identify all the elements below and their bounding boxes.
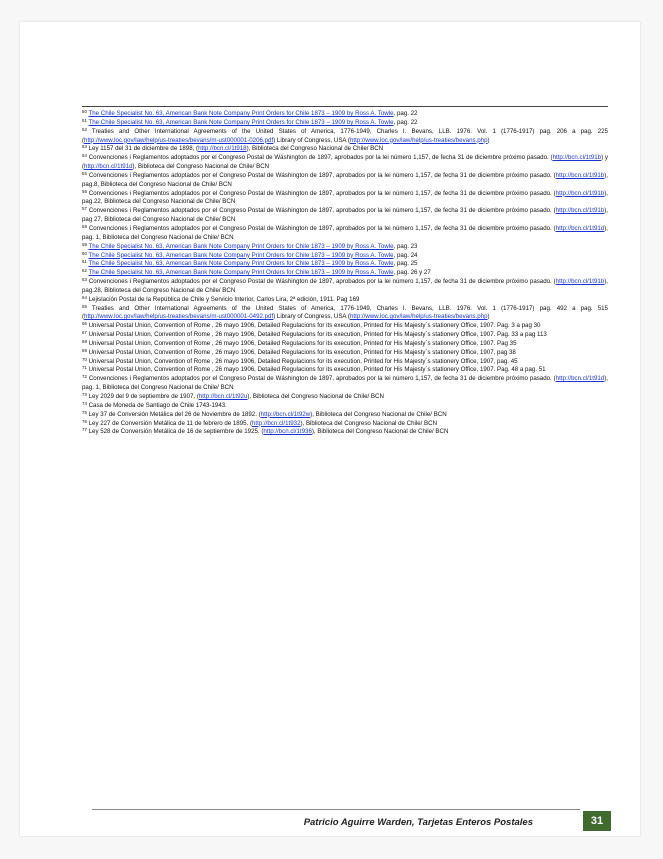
footnote bbox=[82, 402, 608, 411]
footnote-text: Ley 528 de Conversión Metálica de 16 de septiembre de 1925. ( bbox=[88, 428, 264, 436]
footnote-text: Convenciones i Reglamentos adoptados por el Congreso Postal de Wáshington de 1897, aprobados por la lei número 1,157, de fecha 31 de diciembre próximo pasado. ( bbox=[88, 375, 556, 383]
footnote-link[interactable]: http://bcn.cl/1t91d bbox=[555, 224, 605, 232]
footnote-number: 70 bbox=[82, 356, 87, 362]
footnote-link[interactable]: http://www.loc.gov/law/help/us-treaties/bevans/m-ust000001-0492.pdf bbox=[84, 313, 274, 321]
page-number-badge: 31 bbox=[583, 811, 611, 831]
footnote-text: Universal Postal Union, Convention of Rome , 26 mayo 1906, Detailed Regulacions for its execution, Printed for His Majesty´s stationery Office, 1907. Pag 35 bbox=[88, 339, 517, 347]
footnote-link[interactable]: http://bcn.cl/1t91b bbox=[555, 189, 605, 197]
footnote-text: Treaties and Other International Agreements of the United States of America, 1776-1949, Charles I. Bevans, LLB. 1976. Vol. 1 (1776-1917) pag. 206 a pag. 225 ( bbox=[82, 127, 608, 144]
footnote bbox=[82, 260, 608, 269]
footnote-number: 69 bbox=[82, 347, 87, 353]
footnote-text: Universal Postal Union, Convention of Rome , 26 mayo 1906, Detailed Regulacions for its execution, Printed for His Majesty´s stationery Office, 1907, pag. 45 bbox=[88, 357, 518, 365]
footnote-link[interactable]: The Chile Specialist No. 63, American Bank Note Company Print Orders for Chile 1873 – 1909 by Ross A. Towle bbox=[88, 260, 394, 268]
footer-author: Patricio Aguirre Warden, Tarjetas Enteros Postales bbox=[303, 817, 533, 828]
footnote-link[interactable]: http://bcn.cl/1t932 bbox=[252, 419, 301, 427]
footnote-text: , pag. 24 bbox=[393, 251, 418, 259]
footnote bbox=[82, 145, 608, 154]
footnote-text: Treaties and Other International Agreements of the United States of America, 1776-1949, Charles I. Bevans, LLB. 1976. Vol. 1 (1776-1917) pag. 492 a pag. 515 ( bbox=[82, 304, 608, 321]
footnote bbox=[82, 393, 608, 402]
footnote-number: 59 bbox=[82, 241, 87, 247]
footnote-text: Convenciones i Reglamentos adoptados por el Congreso Postal de Wáshington de 1897, aprobados por la lei número 1,157, de fecha 31 de diciembre próximo pasado. ( bbox=[88, 171, 556, 179]
footnote-link[interactable]: http://bcn.cl/1t91b bbox=[555, 207, 605, 215]
footnote-number: 51 bbox=[82, 117, 87, 123]
footnote-text: ), pag.22, Biblioteca del Congreso Nacional de Chile/ BCN bbox=[82, 189, 608, 206]
footnote-text: ), pag. 1, Biblioteca del Congreso Nacional de Chile/ BCN bbox=[82, 224, 608, 241]
footnote-link[interactable]: http://bcn.cl/1t91d bbox=[555, 375, 605, 383]
footnote-number: 73 bbox=[82, 392, 87, 397]
footnote-link[interactable]: http://bcn.cl/1t936 bbox=[263, 428, 312, 436]
footnote-link[interactable]: http://www.loc.gov/law/help/us-treaties/bevans/m-ust000001-0206.pdf bbox=[84, 136, 274, 144]
footnote-link[interactable]: http://bcn.cl/1t92w bbox=[260, 410, 311, 418]
footnote-text: Convenciones i Reglamentos adoptados por el Congreso Postal de Wáshington de 1897, aprobados por la lei número 1,157, de fecha 31 de diciembre próximo pasado. ( bbox=[88, 224, 556, 232]
footnote-text: Ley 1157 del 31 de diciembre de 1898, ( bbox=[88, 145, 199, 153]
footnote bbox=[82, 349, 608, 358]
footnote bbox=[82, 243, 608, 252]
footnote bbox=[82, 366, 608, 375]
footnote bbox=[82, 269, 608, 278]
footnote-text: Universal Postal Union, Convention of Rome , 26 mayo 1906, Detailed Regulacions for its execution, Printed for His Majesty´s stationery Office, 1907, pag 38 bbox=[88, 348, 516, 356]
footnote-text: ), pag.8, Biblioteca del Congreso Nacional de Chile/ BCN bbox=[82, 171, 608, 188]
footnote-text: Convenciones i Reglamentos adoptados por el Congreso Postal de Wáshington de 1897, aprobados por la lei número 1,157, de fecha 31 de diciembre próximo pasado. ( bbox=[88, 189, 556, 197]
footer-rule bbox=[92, 809, 580, 810]
footnote-text: ) Library of Congress, USA ( bbox=[273, 136, 350, 144]
footnote-number: 57 bbox=[82, 206, 87, 212]
footnote bbox=[82, 296, 608, 305]
footnote-text: ) bbox=[487, 136, 490, 144]
footnote-number: 61 bbox=[82, 259, 87, 265]
footnote bbox=[82, 119, 608, 128]
footnote-text: ), Biblioteca del Congreso Nacional de Chile/ BCN bbox=[310, 410, 447, 418]
footnote-number: 58 bbox=[82, 223, 87, 229]
footnote-text: Ley 227 de Conversión Metálica de 11 de febrero de 1895. ( bbox=[88, 419, 253, 427]
footnote-text: ), Biblioteca del Congreso Nacional de Chile/ BCN bbox=[246, 145, 384, 153]
footnote-text: ), pag 27, Biblioteca del Congreso Nacional de Chile/ BCN bbox=[82, 207, 608, 224]
footnote bbox=[82, 110, 608, 119]
footnote-number: 56 bbox=[82, 188, 87, 194]
footnote-number: 68 bbox=[82, 338, 87, 344]
footnote bbox=[82, 172, 608, 190]
footnote-link[interactable]: The Chile Specialist No. 63, American Bank Note Company Print Orders for Chile 1873 – 1909 by Ross A. Towle bbox=[88, 110, 394, 117]
footnote-link[interactable]: The Chile Specialist No. 63, American Bank Note Company Print Orders for Chile 1873 – 1909 by Ross A. Towle bbox=[88, 118, 394, 126]
footnote-text: ), Biblioteca del Congreso Nacional de Chile/ BCN bbox=[311, 428, 449, 436]
footnote-link[interactable]: The Chile Specialist No. 63, American Bank Note Company Print Orders for Chile 1873 – 1909 by Ross A. Towle bbox=[88, 251, 394, 259]
footnote-number: 77 bbox=[82, 427, 87, 433]
footnote-text: Universal Postal Union, Convention of Rome , 26 mayo 1906, Detailed Regulacions for its execution, Printed for His Majesty´s stationery Office, 1907. Pag. 33 a pag 113 bbox=[88, 331, 547, 339]
footnote-text: ), pag.28, Biblioteca del Congreso Nacional de Chile/ BCN bbox=[82, 278, 608, 294]
footnote-text: , pag. 23 bbox=[393, 242, 418, 250]
footnote-link[interactable]: http://bcn.cl/1t91b bbox=[555, 278, 605, 286]
footnote-link[interactable]: http://bcn.cl/1t91b bbox=[555, 171, 605, 179]
footnote-text: , pag. 26 y 27 bbox=[393, 269, 431, 277]
footnote-number: 64 bbox=[82, 294, 87, 300]
footnote bbox=[82, 278, 608, 296]
footnote-text: , pag. 22 bbox=[393, 110, 418, 117]
footnote-number: 75 bbox=[82, 409, 87, 415]
footnote-number: 52 bbox=[82, 126, 87, 132]
footnote-number: 50 bbox=[82, 109, 87, 114]
footnote-number: 74 bbox=[82, 400, 87, 406]
footnote-number: 72 bbox=[82, 374, 87, 380]
footnote-separator bbox=[82, 106, 608, 107]
footnote-text: Ley 37 de Conversión Metálica del 26 de Noviembre de 1892. ( bbox=[88, 410, 261, 418]
footnote-text: ), Biblioteca del Congreso Nacional de Chile/ BCN bbox=[132, 163, 270, 171]
footnote-text: Convenciones i Reglamentos adoptados por el Congreso Postal de Wáshington de 1897, aprobados por la lei número 1,157, de fecha 31 de diciembre próximo pasado. ( bbox=[88, 278, 556, 286]
footnote bbox=[82, 428, 608, 437]
footnote-text: Casa de Moneda de Santiago de Chile 1743-1943. bbox=[88, 401, 227, 409]
footnote-number: 65 bbox=[82, 303, 87, 309]
footnote-text: Convenciones i Reglamentos adoptados por el Congreso Postal de Wáshington de 1897, aprobados por la lei número 1,157, de fecha 31 de diciembre próximo pasado. ( bbox=[88, 154, 553, 162]
footnote-number: 66 bbox=[82, 321, 87, 327]
footnote-link[interactable]: http://bcn.cl/1t918 bbox=[198, 145, 247, 153]
footnote-link[interactable]: The Chile Specialist No. 63, American Bank Note Company Print Orders for Chile 1873 – 1909 by Ross A. Towle bbox=[88, 269, 394, 277]
footnote bbox=[82, 305, 608, 323]
footnote-text: ) y ( bbox=[82, 154, 608, 171]
footnote bbox=[82, 128, 608, 146]
document-page bbox=[20, 22, 640, 836]
footnote-text: Universal Postal Union, Convention of Rome , 26 mayo 1906, Detailed Regulacions for its execution, Printed for His Majesty´s stationery Office, 1907. Pag. 48 a pag. 51 bbox=[88, 366, 546, 374]
footnote-text: Convenciones i Reglamentos adoptados por el Congreso Postal de Wáshington de 1897, aprobados por la lei número 1,157, de fecha 31 de diciembre próximo pasado. ( bbox=[88, 207, 556, 215]
footnote bbox=[82, 154, 608, 172]
footnote bbox=[82, 411, 608, 420]
footnote-text: ), Biblioteca del Congreso Nacional de Chile/ BCN bbox=[247, 393, 384, 400]
footnote-number: 67 bbox=[82, 330, 87, 336]
footnote-text: ), Biblioteca del Congreso Nacional de Chile/ BCN bbox=[300, 419, 438, 427]
footnote bbox=[82, 207, 608, 225]
footnote-link[interactable]: http://www.loc.gov/law/help/us-treaties/bevans.php bbox=[349, 136, 488, 144]
footnotes-list bbox=[82, 110, 608, 437]
footnote-text: , pag. 25 bbox=[393, 260, 418, 268]
footnote-link[interactable]: http://bcn.cl/1t91b bbox=[552, 154, 602, 162]
footnote-text: Universal Postal Union, Convention of Rome , 26 mayo 1906, Detailed Regulacions for its execution, Printed for His Majesty´s stationery Office, 1907. Pag. 3 a pag 30 bbox=[88, 322, 541, 330]
footnote-text: ) bbox=[487, 313, 490, 321]
footnote-number: 55 bbox=[82, 170, 87, 176]
footnote bbox=[82, 331, 608, 340]
footnote bbox=[82, 190, 608, 208]
footnote bbox=[82, 225, 608, 243]
footnote-number: 53 bbox=[82, 144, 87, 150]
footnote-number: 63 bbox=[82, 277, 87, 283]
footnote-link[interactable]: http://www.loc.gov/law/help/us-treaties/bevans.php bbox=[349, 313, 488, 321]
footnote bbox=[82, 375, 608, 393]
footnote-text: Lejislación Postal de la República de Chile y Servicio Interior, Carlos Lira, 2ª edición, 1911. Pag 169 bbox=[88, 295, 360, 303]
footnote-text: Ley 2029 del 9 de septiembre de 1907, ( bbox=[88, 393, 199, 400]
footnote-number: 71 bbox=[82, 365, 87, 371]
footnote-link[interactable]: The Chile Specialist No. 63, American Bank Note Company Print Orders for Chile 1873 – 1909 by Ross A. Towle bbox=[88, 242, 394, 250]
footnote-number: 60 bbox=[82, 250, 87, 256]
footnote-text: ) Library of Congress, USA ( bbox=[273, 313, 350, 321]
footnote-number: 62 bbox=[82, 268, 87, 274]
footnote-number: 54 bbox=[82, 153, 87, 159]
footnote-link[interactable]: http://bcn.cl/1t91d bbox=[84, 163, 133, 171]
footnote-text: ), pag. 1, Biblioteca del Congreso Nacional de Chile/ BCN bbox=[82, 375, 608, 392]
footnote bbox=[82, 322, 608, 331]
footnote-text: , pag. 22 bbox=[393, 118, 418, 126]
footnote-link[interactable]: http://bcn.cl/1t92u bbox=[198, 393, 248, 400]
footnote-number: 76 bbox=[82, 418, 87, 424]
footnote bbox=[82, 340, 608, 349]
